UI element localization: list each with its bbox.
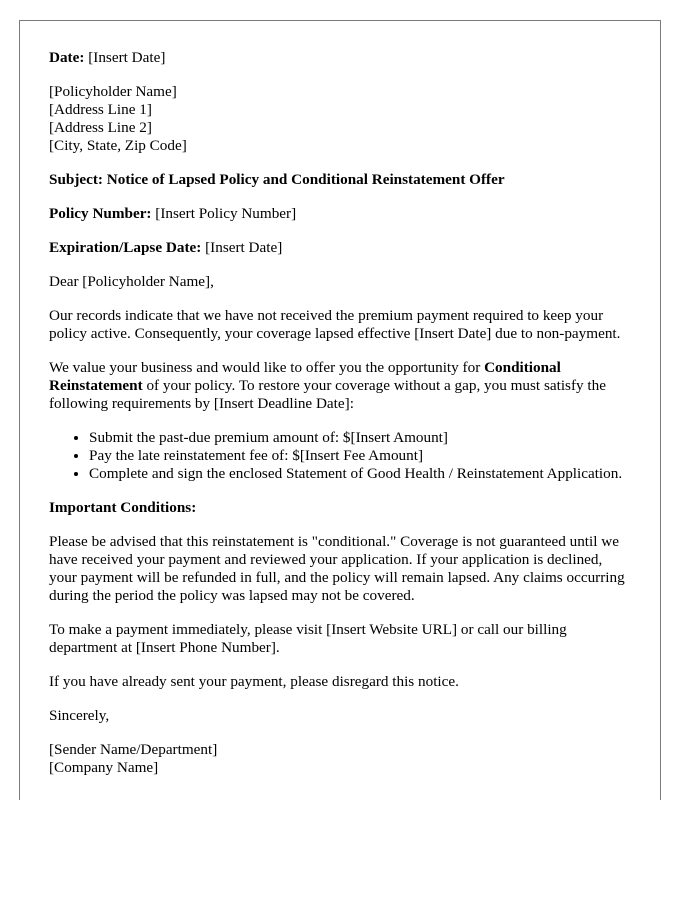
lapse-date-value: [Insert Date] [201, 239, 283, 256]
address-line: [Policyholder Name] [49, 83, 177, 100]
letter-page [19, 20, 661, 800]
paragraph-reinstatement-offer [49, 359, 631, 413]
lapse-date-label: Expiration/Lapse Date: [49, 239, 202, 256]
date-value: [Insert Date] [84, 49, 166, 66]
paragraph-lapse-notice: Our records indicate that we have not received the premium payment required to keep your policy active. Consequently, your coverage lapsed effective [Insert Date] due to non-payment. [49, 307, 621, 342]
closing: Sincerely, [49, 707, 110, 724]
signature-line: [Company Name] [49, 759, 159, 776]
letter-content [20, 21, 660, 777]
offer-text-bold: Conditional Reinstatement [49, 359, 561, 394]
signature-line: [Sender Name/Department] [49, 741, 218, 758]
date-label: Date: [49, 49, 85, 66]
recipient-address [49, 83, 631, 155]
policy-number-label: Policy Number: [49, 205, 152, 222]
offer-text-before: We value your business and would like to offer you the opportunity for [49, 359, 485, 376]
list-item: • Pay the late reinstatement fee of: $[Insert Fee Amount] [89, 447, 631, 465]
paragraph-payment-info: To make a payment immediately, please visit [Insert Website URL] or call our billing department at [Insert Phone Number]. [49, 621, 567, 656]
address-line: [City, State, Zip Code] [49, 137, 187, 154]
paragraph-conditions: Please be advised that this reinstatement is "conditional." Coverage is not guaranteed until we have received your payment and reviewed your application. If your application is declined, your payment will be refunded in full, and the policy will remain lapsed. Any claims occurring during the period the policy was lapsed may not be covered. [49, 533, 625, 604]
date-line [49, 49, 631, 67]
policy-number-line [49, 205, 631, 223]
paragraph-disregard: If you have already sent your payment, please disregard this notice. [49, 673, 459, 690]
lapse-date-line [49, 239, 631, 257]
address-line: [Address Line 1] [49, 101, 152, 118]
policy-number-value: [Insert Policy Number] [151, 205, 297, 222]
offer-text-after: of your policy. To restore your coverage without a gap, you must satisfy the following requirements by [Insert Deadline Date]: [49, 377, 606, 412]
address-line: [Address Line 2] [49, 119, 152, 136]
list-item: • Submit the past-due premium amount of: $[Insert Amount] [89, 429, 631, 447]
conditions-heading: Important Conditions: [49, 499, 197, 516]
signature-block [49, 741, 631, 777]
requirements-list [49, 429, 631, 483]
list-item: • Complete and sign the enclosed Statement of Good Health / Reinstatement Application. [89, 465, 631, 483]
subject-line: Subject: Notice of Lapsed Policy and Conditional Reinstatement Offer [49, 171, 505, 188]
salutation: Dear [Policyholder Name], [49, 273, 214, 290]
